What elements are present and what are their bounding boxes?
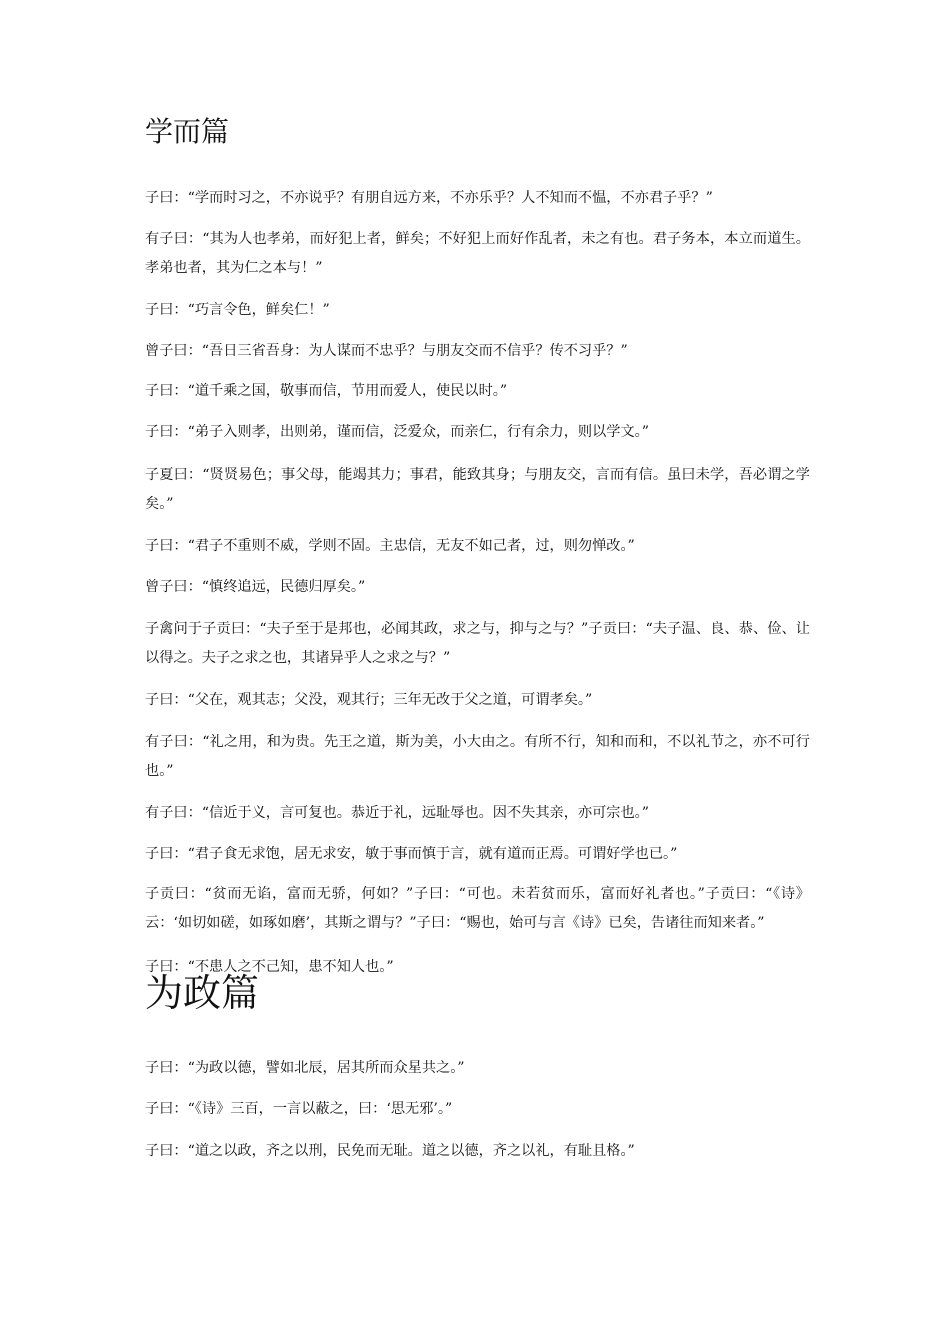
paragraph: 有子曰：“信近于义，言可复也。恭近于礼，远耻辱也。因不失其亲，亦可宗也。” (145, 805, 649, 821)
paragraph: 子曰：“君子不重则不威，学则不固。主忠信，无友不如己者，过，则勿惮改。” (145, 538, 635, 554)
paragraph: 子夏曰：“贤贤易色；事父母，能竭其力；事君，能致其身；与朋友交，言而有信。虽曰未学，吾必谓之学矣。” (145, 467, 810, 512)
paragraph: 有子曰：“其为人也孝弟，而好犯上者，鲜矣；不好犯上而好作乱者，未之有也。君子务本，本立而道生。孝弟也者，其为仁之本与！” (145, 231, 810, 276)
paragraph: 子曰：“学而时习之，不亦说乎？有朋自远方来，不亦乐乎？人不知而不愠，不亦君子乎？” (145, 190, 713, 206)
paragraph: 子禽问于子贡曰：“夫子至于是邦也，必闻其政，求之与，抑与之与？”子贡曰：“夫子温、良、恭、俭、让以得之。夫子之求之也，其诸异乎人之求之与？” (145, 621, 810, 666)
paragraph: 子曰：“不患人之不己知，患不知人也。” (145, 959, 394, 975)
paragraph: 曾子曰：“慎终追远，民德归厚矣。” (145, 579, 366, 595)
section-title-weizheng: 为政篇 (145, 971, 260, 1015)
paragraph: 有子曰：“礼之用，和为贵。先王之道，斯为美，小大由之。有所不行，知和而和，不以礼节之，亦不可行也。” (145, 734, 810, 779)
paragraph: 子曰：“弟子入则孝，出则弟，谨而信，泛爱众，而亲仁，行有余力，则以学文。” (145, 424, 649, 440)
paragraph: 子曰：“道之以政，齐之以刑，民免而无耻。道之以德，齐之以礼，有耻且格。” (145, 1143, 635, 1159)
paragraph: 子曰：“父在，观其志；父没，观其行；三年无改于父之道，可谓孝矣。” (145, 692, 593, 708)
paragraph: 子贡曰：“贫而无谄，富而无骄，何如？”子曰：“可也。未若贫而乐，富而好礼者也。”子贡曰：“《诗》云：‘如切如磋，如琢如磨’，其斯之谓与？”子曰：“赐也，始可与言《诗》已矣，告诸往而知来者。” (145, 886, 810, 931)
paragraph: 子曰：“君子食无求饱，居无求安，敏于事而慎于言，就有道而正焉。可谓好学也已。” (145, 846, 678, 862)
paragraph: 子曰：“道千乘之国，敬事而信，节用而爱人，使民以时。” (145, 383, 508, 399)
paragraph: 子曰：“为政以德，譬如北辰，居其所而众星共之。” (145, 1060, 465, 1076)
section-title-xueer: 学而篇 (145, 115, 230, 148)
paragraph: 子曰：“《诗》三百，一言以蔽之，曰：‘思无邪’。” (145, 1101, 453, 1117)
paragraph: 子曰：“巧言令色，鲜矣仁！” (145, 302, 330, 318)
paragraph: 曾子曰：“吾日三省吾身：为人谋而不忠乎？与朋友交而不信乎？传不习乎？” (145, 343, 628, 359)
